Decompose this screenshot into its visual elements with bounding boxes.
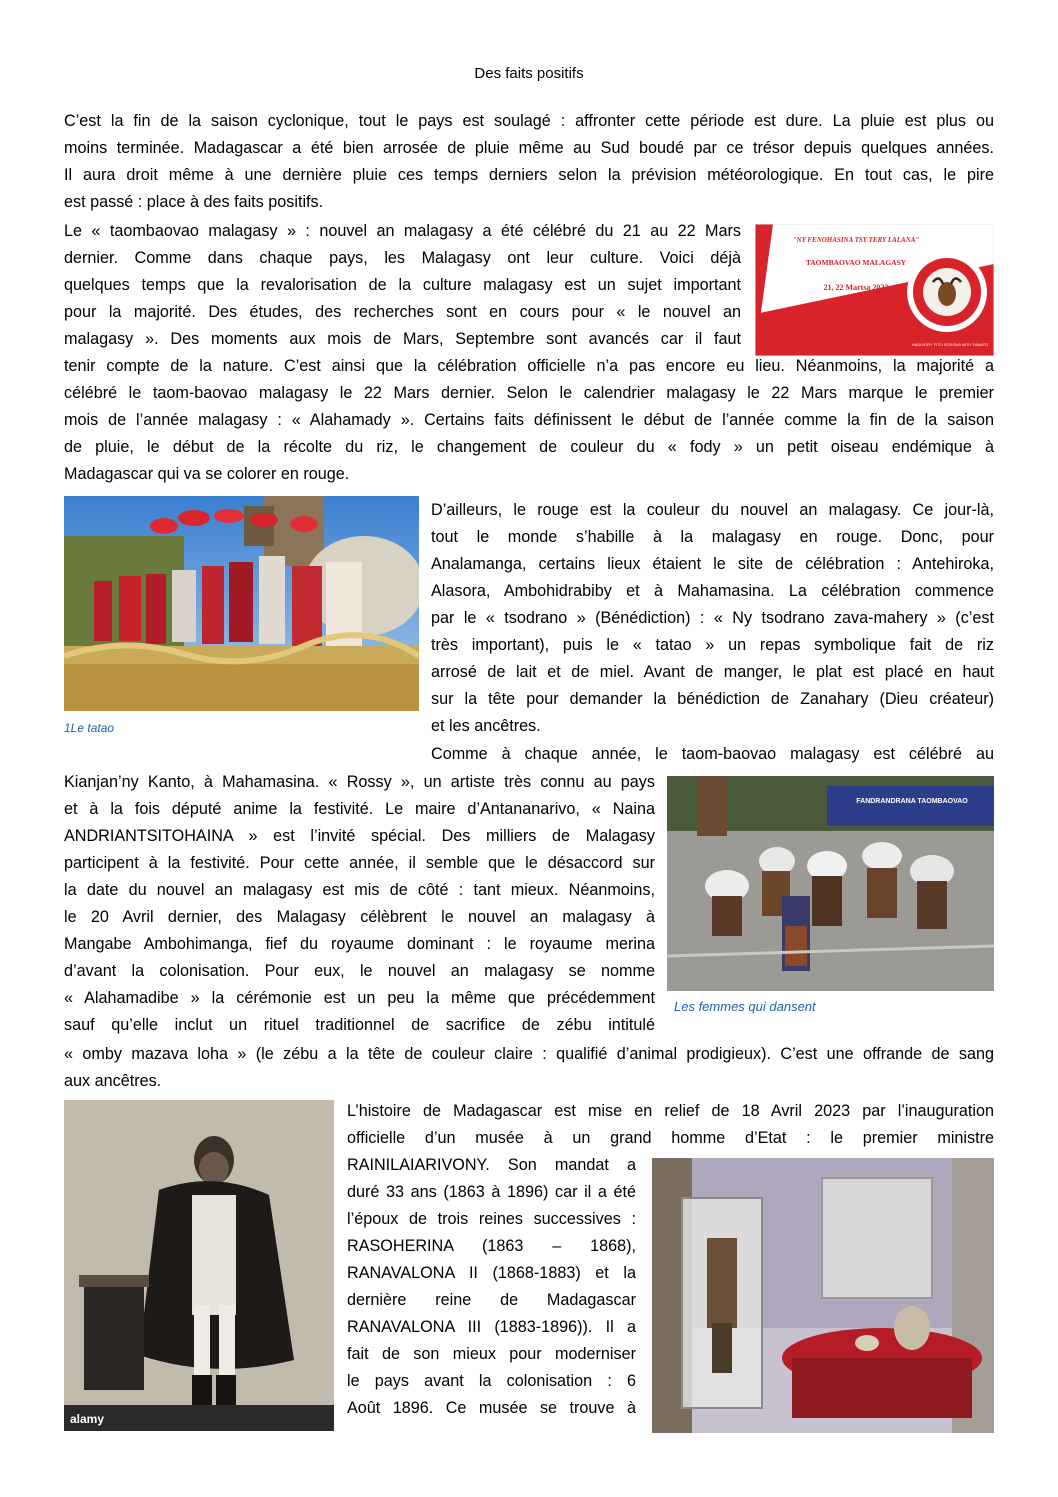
- intro-line: moins terminée. Madagascar a été bien arrosée de pluie même au Sud boudé par ce trésor depuis quelques années.: [64, 139, 994, 157]
- new-year-banner-image: [755, 224, 994, 356]
- tatao-caption: 1Le tatao: [64, 721, 115, 735]
- para5-line: fait de son mieux pour moderniser: [347, 1345, 636, 1363]
- para5-line: RANAVALONA III (1883-1896)). Il a: [347, 1318, 636, 1336]
- dancers-caption: Les femmes qui dansent: [674, 999, 816, 1014]
- para4-line: « Alahamadibe » la cérémonie est un peu la même que précédemment: [64, 989, 655, 1007]
- dancers-photo: [667, 776, 994, 991]
- para4-line: participent à la festivité. Pour cette année, il semble que le désaccord sur: [64, 854, 655, 872]
- banner-heading: TAOMBAOVAO MALAGASY: [805, 258, 907, 267]
- para5-line: officielle d’un musée à un grand homme d’Etat : le premier ministre: [347, 1129, 994, 1147]
- para4-line: Mangabe Ambohimanga, fief du royaume dominant : le royaume merina: [64, 935, 655, 953]
- para4-line: aux ancêtres.: [64, 1072, 162, 1090]
- para4-line: Kianjan’ny Kanto, à Mahamasina. « Rossy », un artiste très connu au pays: [64, 773, 655, 791]
- para2-line: Madagascar qui va se colorer en rouge.: [64, 465, 350, 483]
- para3-line: sur la tête pour demander la bénédiction de Zanahary (Dieu créateur): [431, 690, 994, 708]
- para2-line: quelques temps que la revalorisation de la culture malagasy est un sujet important: [64, 276, 741, 294]
- para4-line: Comme à chaque année, le taom-baovao malagasy est célébré au: [431, 745, 994, 763]
- para2-line: célébré le taom-baovao malagasy le 22 Mars dernier. Selon le calendrier malagasy le 22 Mars marque le premier: [64, 384, 994, 402]
- para2-line: malagasy ». Des moments aux mois de Mars, Septembre sont avancés car il faut: [64, 330, 741, 348]
- page-title: Des faits positifs: [474, 65, 584, 82]
- para4-line: « omby mazava loha » (le zébu a la tête de couleur claire : qualifié d’animal prodigieux). C’est une offrande de sang: [64, 1045, 994, 1063]
- rainilaiarivony-portrait: [64, 1100, 334, 1431]
- para2-line: mois de l’année malagasy : « Alahamady ». Certains faits définissent le début de l’année comme la fin de la saison: [64, 411, 994, 429]
- banner-dates: 21, 22 Martsa 2023: [823, 283, 889, 292]
- intro-line: est passé : place à des faits positifs.: [64, 193, 324, 211]
- para2-line: pour la majorité. Des études, des recherches sont en cours pour « le nouvel an: [64, 303, 741, 321]
- portrait-watermark: alamy: [70, 1412, 105, 1426]
- para5-line: RAINILAIARIVONY. Son mandat a: [347, 1156, 636, 1174]
- dancers-banner-text: FANDRANDRANA TAOMBAOVAO: [856, 798, 968, 805]
- para2-line: Le « taombaovao malagasy » : nouvel an malagasy a été célébré du 21 au 22 Mars: [64, 222, 741, 240]
- para3-line: très important), puis le « tatao » un repas symbolique fait de riz: [431, 636, 994, 654]
- para3-line: et les ancêtres.: [431, 717, 541, 735]
- intro-line: C’est la fin de la saison cyclonique, tout le pays est soulagé : affronter cette période est dure. La pluie est plus ou: [64, 112, 994, 130]
- para5-line: Août 1896. Ce musée se trouve à: [347, 1399, 636, 1417]
- para4-line: sauf qu’elle inclut un rituel traditionnel de sacrifice de zébu intitulé: [64, 1016, 655, 1034]
- para2-line: dernier. Comme dans chaque pays, les Malagasy ont leur culture. Voici déjà: [64, 249, 741, 267]
- para2-line: tenir compte de la nature. C’est ainsi que la célébration officielle n’a pas encore eu lieu. Néanmoins, la majorité a: [64, 357, 994, 375]
- para4-line: d’avant la colonisation. Pour eux, le nouvel an malagasy se nomme: [64, 962, 655, 980]
- para4-line: et à la fois député anime la festivité. Le maire d’Antananarivo, « Naina: [64, 800, 655, 818]
- para3-line: Analamanga, certains lieux étaient le site de célébration : Antehiroka,: [431, 555, 994, 573]
- tatao-photo: [64, 496, 419, 711]
- intro-line: Il aura droit même à une dernière pluie ces temps derniers selon la prévision météorologique. En tout cas, le pire: [64, 166, 994, 184]
- para4-line: le 20 Avril dernier, des Malagasy célèbrent le nouvel an malagasy à: [64, 908, 655, 926]
- para5-line: RASOHERINA (1863 – 1868),: [347, 1237, 636, 1255]
- banner-seal-text: HADIVORY FITO SOSONA MISY FANATO: [911, 342, 989, 347]
- banner-motto: "NY FENOHASINA TSY TERY LALANA": [792, 236, 920, 244]
- para5-line: RANAVALONA II (1868-1883) et la: [347, 1264, 636, 1282]
- para5-line: duré 33 ans (1863 à 1896) car il a été: [347, 1183, 636, 1201]
- para2-line: de pluie, le début de la récolte du riz, le changement de couleur du « fody » un petit oiseau endémique à: [64, 438, 994, 456]
- para3-line: Alasora, Ambohidrabiby et à Mahamasina. La célébration commence: [431, 582, 994, 600]
- para5-line: dernière reine de Madagascar: [347, 1291, 636, 1309]
- para5-line: l’époux de trois reines successives :: [347, 1210, 636, 1228]
- para3-line: arrosé de lait et de miel. Avant de manger, le plat est placé en haut: [431, 663, 994, 681]
- museum-photo: [652, 1158, 994, 1433]
- para3-line: tout le monde s’habille à la malagasy en rouge. Donc, pour: [431, 528, 994, 546]
- para3-line: D’ailleurs, le rouge est la couleur du nouvel an malagasy. Ce jour-là,: [431, 501, 994, 519]
- para5-line: L’histoire de Madagascar est mise en relief de 18 Avril 2023 par l’inauguration: [347, 1102, 994, 1120]
- para4-line: ANDRIANTSITOHAINA » est l’invité spécial. Des milliers de Malagasy: [64, 827, 655, 845]
- para3-line: par le « tsodrano » (Bénédiction) : « Ny tsodrano zava-mahery » (c’est: [431, 609, 994, 627]
- para5-line: le pays avant la colonisation : 6: [347, 1372, 636, 1390]
- para4-line: la date du nouvel an malagasy est mis de côté : tant mieux. Néanmoins,: [64, 881, 655, 899]
